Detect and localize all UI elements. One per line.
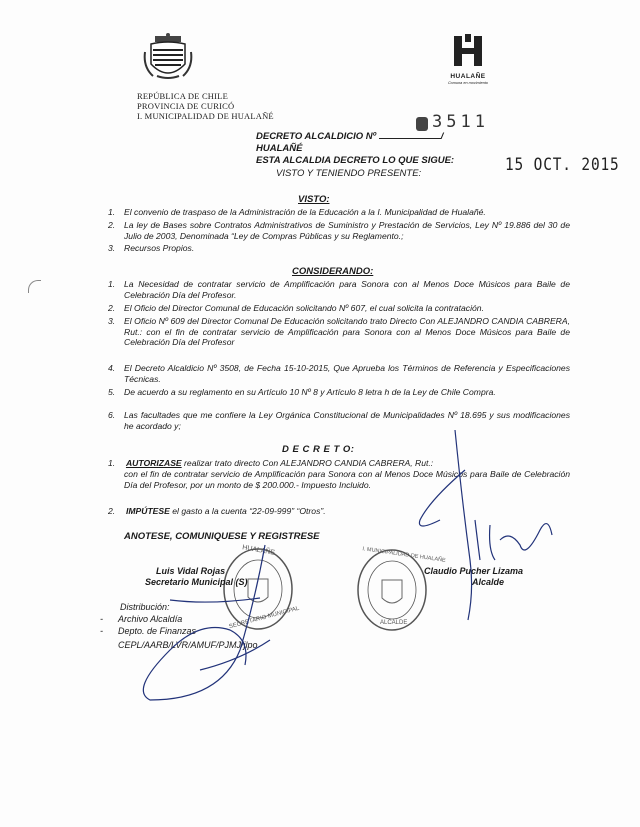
seal-right-bottom-text: ALCALDE bbox=[380, 620, 408, 626]
list-item: 3. Recursos Propios. bbox=[108, 243, 195, 253]
header-municipality: I. MUNICIPALIDAD DE HUALAÑÉ bbox=[137, 111, 274, 121]
list-item: 2. El Oficio del Director Comunal de Educación solicitando Nº 607, el cual solicita la contratación. bbox=[108, 303, 484, 313]
decree-intro: ESTA ALCALDIA DECRETO LO QUE SIGUE: bbox=[256, 155, 455, 166]
list-item: 1. El convenio de traspaso de la Administración de la Educación a la I. Municipalidad de Hualañé. bbox=[108, 207, 486, 217]
decree-number-stamp: 3511 bbox=[432, 112, 489, 132]
date-stamp: 15 OCT. 2015 bbox=[505, 155, 620, 175]
decreto-item-1: 1. AUTORIZASE realizar trato directo Con ALEJANDRO CANDIA CABRERA, Rut.: bbox=[108, 458, 434, 468]
list-item: 6. Las facultades que me confiere la Ley Orgánica Constitucional de Municipalidades Nº 18.695 y sus modificaciones he acordado y; bbox=[108, 410, 570, 431]
mayor-role: Alcalde bbox=[472, 577, 505, 587]
list-item: 5. De acuerdo a su reglamento en su Artículo 10 Nº 8 y Artículo 8 letra h de la Ley de Chile Compra. bbox=[108, 387, 496, 397]
list-item: 3. El Oficio Nº 609 del Director Comunal De Educación solicitando trato Directo Con ALEJANDRO CANDIA CABRERA, Rut.: con el fin de contratar servicio de Amplificación para Sonora con al Menos Doce Músicos para Baile de Celebración Día del Profesor bbox=[108, 316, 570, 348]
list-item: 2. La ley de Bases sobre Contratos Administrativos de Suministro y Prestación de Servicios, Ley Nº 19.886 del 30 de Julio de 2003, Denominada “Ley de Compras Públicas y su Reglamento.; bbox=[108, 220, 570, 241]
list-item: - Depto. de Finanzas bbox=[100, 625, 197, 636]
distribution-initials: CEPL/AARB/LVR/AMUF/PJMJ/jlpo bbox=[118, 640, 258, 650]
anotese-line: ANOTESE, COMUNIQUESE Y REGISTRESE bbox=[124, 531, 320, 542]
visto-heading: VISTO: bbox=[298, 194, 330, 205]
list-item: 1. La Necesidad de contratar servicio de Amplificación para Sonora con al Menos Doce Músicos para Baile de Celebración Día del Profesor. bbox=[108, 279, 570, 300]
header-republic: REPÚBLICA DE CHILE bbox=[137, 91, 228, 101]
decreto-item-2: 2. IMPÚTESE el gasto a la cuenta “22-09-999” “Otros”. bbox=[108, 506, 326, 516]
mayor-name: Claudio Pucher Lizama bbox=[424, 566, 524, 576]
seal-left-top-text: HUALAÑE bbox=[241, 544, 276, 557]
seal-left-bottom-text: SECRETARIO MUNICIPAL bbox=[228, 605, 301, 631]
list-item: - Archivo Alcaldía bbox=[100, 614, 183, 624]
list-item: 4. El Decreto Alcaldicio Nº 3508, de Fecha 15-10-2015, Que Aprueba los Términos de Referencia y Especificaciones Técnicas. bbox=[108, 363, 570, 384]
logo-tagline: Comuna en movimiento bbox=[447, 81, 489, 85]
decree-place: HUALAÑÉ bbox=[256, 143, 303, 154]
header-province: PROVINCIA DE CURICÓ bbox=[137, 101, 235, 111]
secretary-name: Luis Vidal Rojas bbox=[156, 566, 226, 576]
decreto-item-1-continued: con el fin de contratar servicio de Amplificación para Sonora con al Menos Doce Músicos para Baile de Celebración Día del Profesor, por un monto de $ 200.000.- Impuesto Incluido. bbox=[124, 469, 570, 490]
considerando-heading: CONSIDERANDO: bbox=[292, 266, 374, 277]
decreto-heading: D E C R E T O: bbox=[282, 444, 355, 455]
logo-name: HUALAÑE bbox=[450, 73, 486, 80]
visto-intro: VISTO Y TENIENDO PRESENTE: bbox=[276, 168, 422, 179]
distribution-heading: Distribución: bbox=[120, 602, 170, 612]
seal-right-top-text: I. MUNICIPALIDAD DE HUALAÑE bbox=[361, 546, 446, 564]
decree-title: DECRETO ALCALDICIO Nº bbox=[256, 131, 377, 142]
margin-hole-mark bbox=[28, 280, 41, 293]
secretary-role: Secretario Municipal (S) bbox=[145, 577, 248, 587]
